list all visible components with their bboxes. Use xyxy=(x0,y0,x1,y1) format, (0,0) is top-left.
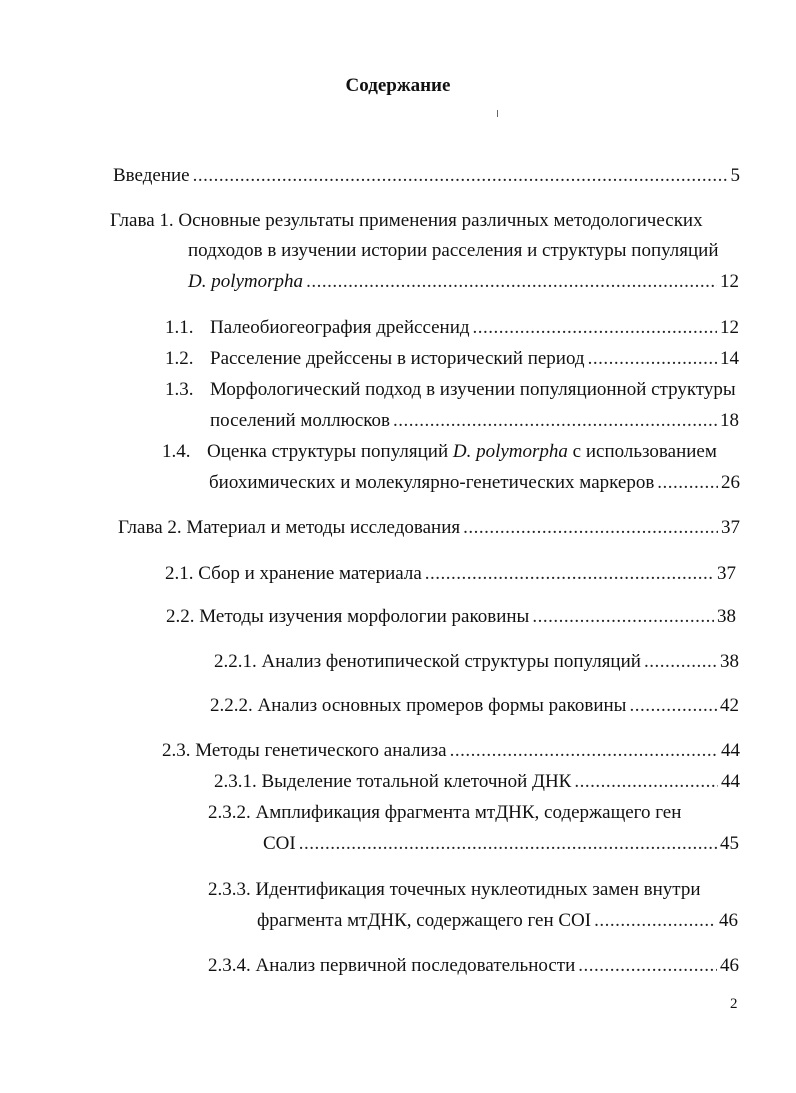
toc-entry-1-4-line1[interactable] xyxy=(162,440,717,464)
toc-page-number: 46 xyxy=(720,955,739,976)
toc-entry-ch1-line2[interactable]: подходов в изучении истории расселения и структуры популяций xyxy=(188,240,719,261)
toc-page-number: 12 xyxy=(720,317,739,338)
leader-dots xyxy=(393,409,717,433)
leader-dots xyxy=(578,954,717,978)
toc-entry-text: Введение xyxy=(113,165,190,186)
toc-page-number: 46 xyxy=(719,910,738,931)
toc-entry-text: 2.3.1. Выделение тотальной клеточной ДНК xyxy=(214,771,572,792)
section-number: 1.2. xyxy=(165,348,194,369)
toc-entry-2-2-2[interactable] xyxy=(210,694,739,718)
toc-entry-text: Расселение дрейссены в исторический период xyxy=(210,348,585,369)
toc-page-number: 44 xyxy=(721,771,740,792)
leader-dots xyxy=(306,270,717,294)
toc-entry-text: 2.3. Методы генетического анализа xyxy=(162,740,447,761)
toc-entry-2-3-3-line1[interactable]: 2.3.3. Идентификация точечных нуклеотидных замен внутри xyxy=(208,879,701,900)
toc-page-number: 26 xyxy=(721,472,740,493)
species-name: D. polymorpha xyxy=(452,441,568,462)
toc-entry-2-2[interactable] xyxy=(166,605,736,629)
toc-page-number: 14 xyxy=(720,348,739,369)
section-number: 1.4. xyxy=(162,441,191,462)
leader-dots xyxy=(644,650,717,674)
toc-entry-ch1-line3[interactable] xyxy=(188,270,739,294)
toc-entry-2-3-1[interactable] xyxy=(214,770,740,794)
toc-page-number: 37 xyxy=(717,563,736,584)
leader-dots xyxy=(532,605,714,629)
toc-page-number: 38 xyxy=(720,651,739,672)
toc-entry-2-2-1[interactable] xyxy=(214,650,739,674)
toc-entry-1-1[interactable] xyxy=(165,316,739,340)
leader-dots xyxy=(594,909,716,933)
toc-page-number: 45 xyxy=(720,833,739,854)
toc-entry-text: Оценка структуры популяций xyxy=(207,441,453,462)
toc-entry-1-2[interactable] xyxy=(165,347,739,371)
toc-entry-text: 2.1. Сбор и хранение материала xyxy=(165,563,422,584)
toc-entry-text: Глава 2. Материал и методы исследования xyxy=(118,517,461,538)
toc-entry-2-3[interactable] xyxy=(162,739,740,763)
toc-entry-intro[interactable] xyxy=(113,164,740,188)
toc-entry-text: 2.2. Методы изучения морфологии раковины xyxy=(166,606,530,627)
toc-page-number: 44 xyxy=(721,740,740,761)
leader-dots xyxy=(657,471,718,495)
toc-entry-text: 2.2.1. Анализ фенотипической структуры популяций xyxy=(214,651,641,672)
leader-dots xyxy=(193,164,728,188)
leader-dots xyxy=(463,516,718,540)
leader-dots xyxy=(299,832,717,856)
toc-page-number: 5 xyxy=(730,165,740,186)
toc-entry-text: 2.3.4. Анализ первичной последовательности xyxy=(208,955,576,976)
toc-page-number: 12 xyxy=(720,271,739,292)
scan-speck xyxy=(497,110,498,117)
toc-entry-text: 2.2.2. Анализ основных промеров формы раковины xyxy=(210,695,627,716)
toc-entry-text: фрагмента мтДНК, содержащего ген COI xyxy=(257,910,592,931)
toc-entry-text: Морфологический подход в изучении популяционной структуры xyxy=(210,379,736,400)
section-number: 1.3. xyxy=(165,379,194,400)
toc-entry-2-3-4[interactable] xyxy=(208,954,739,978)
toc-entry-ch2[interactable] xyxy=(118,516,740,540)
section-number: 1.1. xyxy=(165,317,194,338)
leader-dots xyxy=(629,694,717,718)
leader-dots xyxy=(588,347,717,371)
toc-entry-1-3-line2[interactable] xyxy=(210,409,739,433)
toc-entry-text: биохимических и молекулярно-генетических маркеров xyxy=(209,472,655,493)
page-title: Содержание xyxy=(345,75,451,96)
toc-entry-1-4-line2[interactable] xyxy=(209,471,740,495)
leader-dots xyxy=(574,770,718,794)
toc-entry-ch1-line1[interactable]: Глава 1. Основные результаты применения различных методологических xyxy=(110,210,703,231)
page-number: 2 xyxy=(730,996,738,1012)
toc-entry-text: Палеобиогеография дрейссенид xyxy=(210,317,470,338)
toc-entry-2-3-2-line2[interactable] xyxy=(263,832,739,856)
toc-page-number: 42 xyxy=(720,695,739,716)
species-name: D. polymorpha xyxy=(188,271,304,292)
toc-page-number: 38 xyxy=(717,606,736,627)
leader-dots xyxy=(450,739,718,763)
leader-dots xyxy=(425,562,714,586)
toc-entry-text: COI xyxy=(263,833,296,854)
toc-entry-text: с использованием xyxy=(567,441,717,462)
leader-dots xyxy=(473,316,717,340)
toc-entry-2-3-3-line2[interactable] xyxy=(257,909,738,933)
toc-page-number: 18 xyxy=(720,410,739,431)
toc-entry-1-3-line1[interactable] xyxy=(165,378,736,402)
toc-entry-2-1[interactable] xyxy=(165,562,736,586)
toc-entry-text: поселений моллюсков xyxy=(210,410,391,431)
toc-entry-2-3-2-line1[interactable]: 2.3.2. Амплификация фрагмента мтДНК, содержащего ген xyxy=(208,802,682,823)
toc-page-number: 37 xyxy=(721,517,740,538)
